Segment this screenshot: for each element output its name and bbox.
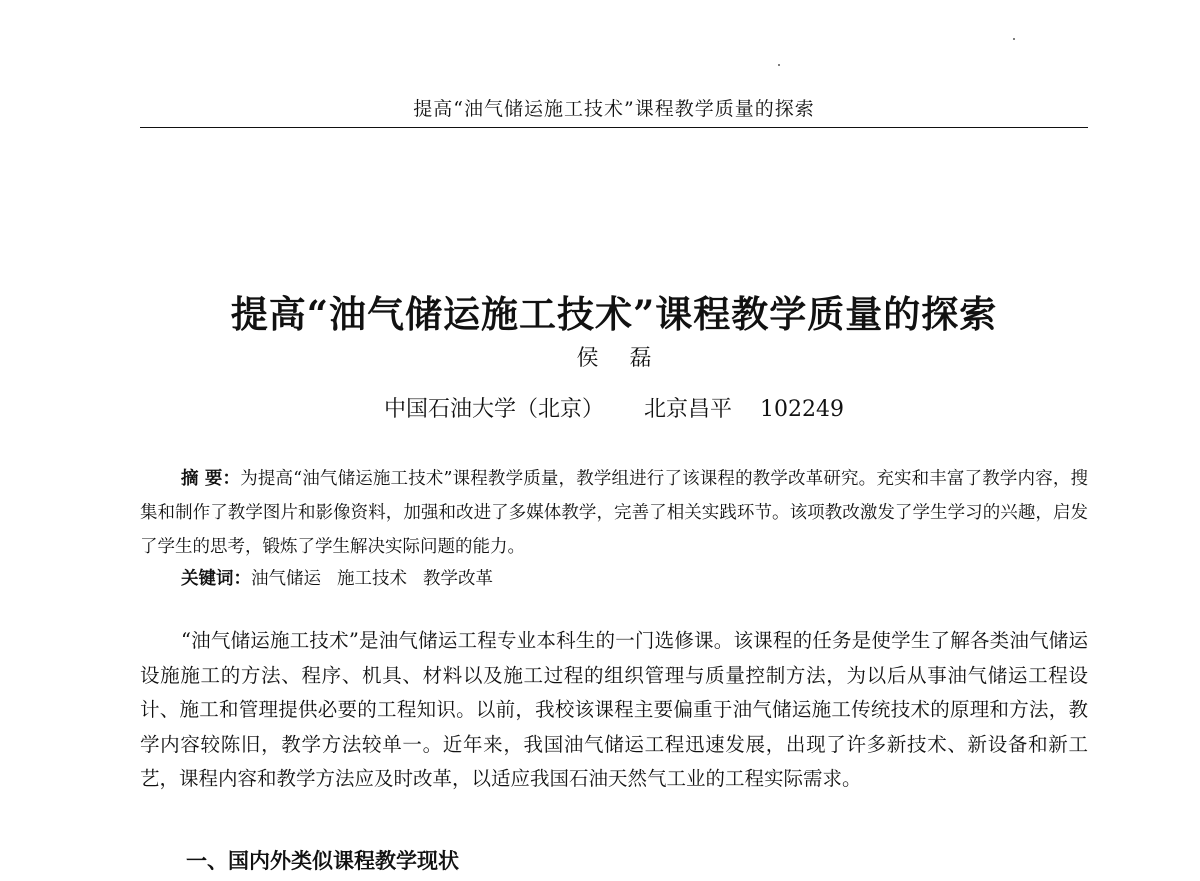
keyword-item: 施工技术 [337,569,407,589]
affiliation-institution: 中国石油大学（北京） [384,397,605,422]
abstract-label: 摘 要： [181,469,241,489]
affiliation-location: 北京昌平 [644,397,733,422]
body-paragraph: “油气储运施工技术”是油气储运工程专业本科生的一门选修课。该课程的任务是使学生了解各类油气储运设施施工的方法、程序、机具、材料以及施工过程的组织管理与质量控制方法，为以后从事油气储运工程设计、施工和管理提供必要的工程知识。以前，我校该课程主要偏重于油气储运施工传统技术的原理和方法，教学内容较陈旧，教学方法较单一。近年来，我国油气储运工程迅速发展，出现了许多新技术、新设备和新工艺，课程内容和教学方法应及时改革，以适应我国石油天然气工业的工程实际需求。 [140,629,1088,790]
keyword-item: 教学改革 [423,569,493,589]
scan-speck [778,64,780,66]
author: 侯 磊 [576,346,652,371]
section-heading: 一、国内外类似课程教学现状 [186,849,459,873]
scan-speck [1013,38,1015,40]
running-head: 提高“油气储运施工技术”课程教学质量的探索 [413,98,815,120]
keywords-label: 关键词： [181,569,251,589]
affiliation [140,392,1088,423]
keyword-item: 油气储运 [251,569,321,589]
paper-title: 提高“油气储运施工技术”课程教学质量的探索 [230,292,998,336]
abstract [140,462,1088,564]
abstract-text: 为提高“油气储运施工技术”课程教学质量，教学组进行了该课程的教学改革研究。充实和丰富了教学内容，搜集和制作了教学图片和影像资料，加强和改进了多媒体教学，完善了相关实践环节。该项教改激发了学生学习的兴趣，启发了学生的思考，锻炼了学生解决实际问题的能力。 [140,469,1089,557]
affiliation-postcode: 102249 [760,397,844,422]
keywords [181,564,509,594]
header-rule [140,127,1088,128]
